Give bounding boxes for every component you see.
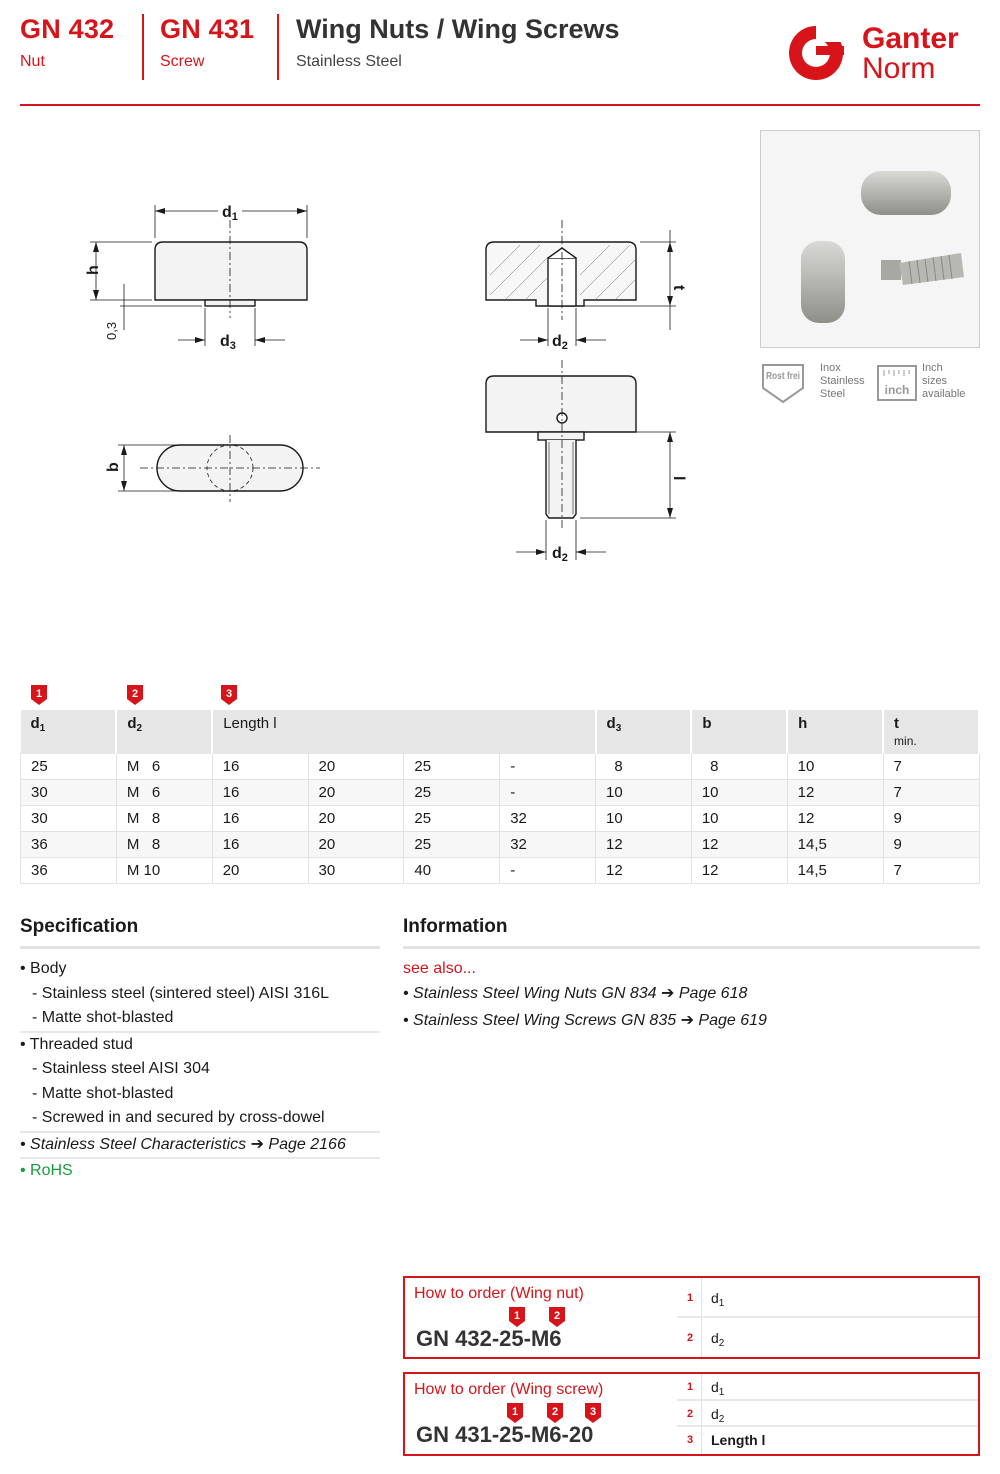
- inox-text: Stainless: [820, 375, 865, 387]
- svg-text:Rost frei: Rost frei: [766, 371, 801, 382]
- stainless-steel-badge: [760, 362, 868, 404]
- col-header-d1: $d_1$: [21, 710, 117, 754]
- table-cell: 20: [308, 832, 404, 858]
- nut-code: GN 432: [20, 14, 115, 44]
- table-cell: 10: [787, 754, 883, 780]
- spec-line: - Stainless steel (sintered steel) AISI 316L: [32, 984, 330, 1002]
- table-cell: M 6: [116, 780, 212, 806]
- spec-link-characteristics[interactable]: • Stainless Steel Characteristics ➔ Page 2166: [20, 1131, 380, 1158]
- table-cell: 8: [596, 754, 692, 780]
- table-cell: 16: [212, 806, 308, 832]
- spec-line: - Matte shot-blasted: [32, 1009, 174, 1026]
- ganter-logo-icon: [784, 22, 854, 82]
- screw-label: Screw: [160, 53, 205, 70]
- table-row: [21, 858, 980, 884]
- table-cell: 14,5: [787, 832, 883, 858]
- dim-label-d2-nut: d2: [552, 333, 568, 352]
- svg-text:2: 2: [131, 688, 139, 700]
- table-cell: 25: [404, 780, 500, 806]
- inox-text: Steel: [820, 388, 846, 400]
- col-header-h: h: [787, 710, 883, 754]
- table-cell: 12: [787, 780, 883, 806]
- information-title: Information: [403, 916, 980, 949]
- inch-text: Inch: [922, 362, 943, 374]
- table-cell: 30: [21, 806, 117, 832]
- info-link-wing-nuts[interactable]: • Stainless Steel Wing Nuts GN 834 ➔ Page 618: [403, 984, 748, 1002]
- information-section: [403, 916, 980, 1034]
- order-row: 2 $d_2$: [677, 1401, 978, 1427]
- svg-text:2: 2: [553, 1310, 561, 1322]
- header-divider: [277, 14, 279, 80]
- specification-section: [20, 916, 380, 1184]
- order-box-wing-screw: [403, 1372, 980, 1456]
- page-subtitle: Stainless Steel: [296, 53, 402, 70]
- dim-label-d2-screw: d2: [552, 545, 568, 564]
- table-cell: 25: [404, 806, 500, 832]
- table-cell: 12: [787, 806, 883, 832]
- nut-label: Nut: [20, 53, 45, 70]
- dim-label-d3: d3: [220, 333, 236, 352]
- table-cell: 25: [404, 754, 500, 780]
- table-cell: M 8: [116, 806, 212, 832]
- column-markers: [20, 684, 980, 708]
- inch-text: sizes: [922, 375, 948, 387]
- col-header-length: Length l: [212, 710, 595, 754]
- spec-line: • Threaded stud: [20, 1031, 380, 1058]
- order-label: How to order (Wing screw): [414, 1381, 604, 1398]
- rostfrei-shield-icon: [760, 362, 806, 404]
- specification-title: Specification: [20, 916, 380, 949]
- dim-label-l: l: [670, 476, 687, 481]
- header-divider: [142, 14, 144, 80]
- inox-text: Inox: [820, 362, 841, 374]
- inch-ruler-icon: [876, 362, 918, 404]
- table-row: [21, 754, 980, 780]
- technical-drawings: [80, 180, 720, 600]
- table-cell: 10: [596, 780, 692, 806]
- page-header: [20, 14, 980, 106]
- table-cell: 20: [308, 780, 404, 806]
- order-row: 3 Length l: [687, 1432, 766, 1448]
- table-cell: 14,5: [787, 858, 883, 884]
- svg-text:inch: inch: [884, 383, 910, 397]
- svg-text:1: 1: [511, 1406, 519, 1418]
- table-cell: M 6: [116, 754, 212, 780]
- see-also-label: see also...: [403, 960, 476, 977]
- table-cell: 8: [691, 754, 787, 780]
- table-row: [21, 832, 980, 858]
- table-row: [21, 806, 980, 832]
- ganter-norm-logo: [784, 22, 980, 85]
- title-block: [296, 14, 620, 71]
- col-header-t: t min.: [883, 710, 979, 754]
- order-box-wing-nut: [403, 1276, 980, 1359]
- table-cell: 16: [212, 754, 308, 780]
- dim-label-b: b: [105, 462, 122, 472]
- table-cell: M 8: [116, 832, 212, 858]
- svg-text:3: 3: [225, 688, 233, 700]
- wing-screw-image: [801, 241, 964, 323]
- dimensions-table: [20, 710, 980, 884]
- table-cell: 10: [691, 806, 787, 832]
- table-cell: 36: [21, 832, 117, 858]
- col-header-b: b: [691, 710, 787, 754]
- order-label: How to order (Wing nut): [414, 1285, 584, 1302]
- table-cell: M 10: [116, 858, 212, 884]
- table-cell: 12: [596, 858, 692, 884]
- col-header-d2: $d_2$: [116, 710, 212, 754]
- product-photo: [760, 130, 980, 348]
- table-cell: 25: [21, 754, 117, 780]
- table-cell: 32: [500, 806, 596, 832]
- table-row: [21, 780, 980, 806]
- table-cell: -: [500, 858, 596, 884]
- table-cell: 32: [500, 832, 596, 858]
- table-cell: 9: [883, 832, 979, 858]
- dim-label-gap: 0,3: [104, 321, 119, 340]
- table-cell: 30: [21, 780, 117, 806]
- table-cell: 40: [404, 858, 500, 884]
- table-cell: 16: [212, 780, 308, 806]
- table-cell: 20: [308, 754, 404, 780]
- svg-text:1: 1: [35, 688, 43, 700]
- table-cell: 20: [212, 858, 308, 884]
- table-cell: 30: [308, 858, 404, 884]
- wing-nut-image: [861, 171, 951, 215]
- table-cell: 7: [883, 780, 979, 806]
- table-cell: -: [500, 754, 596, 780]
- dim-label-d1: d1: [222, 204, 238, 223]
- table-cell: 9: [883, 806, 979, 832]
- info-link-wing-screws[interactable]: • Stainless Steel Wing Screws GN 835 ➔ Page 619: [403, 1012, 767, 1029]
- table-cell: 12: [691, 832, 787, 858]
- table-cell: 12: [596, 832, 692, 858]
- inch-text: available: [922, 388, 966, 400]
- marker-3-icon: [220, 684, 238, 706]
- table-cell: 25: [404, 832, 500, 858]
- spec-line: - Screwed in and secured by cross-dowel: [32, 1109, 325, 1126]
- col-header-d3: $d_3$: [596, 710, 692, 754]
- logo-text-norm: Norm: [862, 52, 936, 85]
- spec-line: • Body: [20, 960, 67, 977]
- order-row: 1 $d_1$: [677, 1278, 978, 1318]
- order-row: 2 $d_2$: [687, 1330, 725, 1349]
- order-code: GN 432-25-M6: [416, 1326, 562, 1351]
- order-code: GN 431-25-M6-20: [416, 1422, 594, 1447]
- spec-rohs: • RoHS: [20, 1157, 380, 1184]
- page-title: Wing Nuts / Wing Screws: [296, 14, 620, 44]
- table-cell: 20: [308, 806, 404, 832]
- dim-label-h: h: [85, 265, 102, 275]
- marker-1-icon: [30, 684, 48, 706]
- dim-label-t: t: [670, 285, 687, 291]
- table-cell: 36: [21, 858, 117, 884]
- table-cell: -: [500, 780, 596, 806]
- inch-sizes-badge: [876, 362, 980, 404]
- spec-line: - Stainless steel AISI 304: [32, 1060, 210, 1077]
- table-cell: 16: [212, 832, 308, 858]
- order-markers-icon: [508, 1306, 568, 1328]
- spec-line: - Matte shot-blasted: [32, 1084, 174, 1102]
- nut-side-view: [155, 242, 307, 300]
- svg-text:3: 3: [589, 1406, 597, 1418]
- table-cell: 7: [883, 754, 979, 780]
- order-row: 1 $d_1$: [677, 1374, 978, 1401]
- svg-text:1: 1: [513, 1310, 521, 1322]
- marker-2-icon: [126, 684, 144, 706]
- table-header-row: [21, 710, 980, 754]
- screw-code-block: [160, 14, 254, 71]
- svg-text:2: 2: [551, 1406, 559, 1418]
- table-cell: 12: [691, 858, 787, 884]
- table-cell: 10: [596, 806, 692, 832]
- screw-code: GN 431: [160, 14, 255, 44]
- table-cell: 10: [691, 780, 787, 806]
- order-markers-icon: [506, 1402, 606, 1424]
- nut-code-block: [20, 14, 114, 71]
- logo-text-ganter: Ganter: [862, 22, 959, 55]
- table-cell: 7: [883, 858, 979, 884]
